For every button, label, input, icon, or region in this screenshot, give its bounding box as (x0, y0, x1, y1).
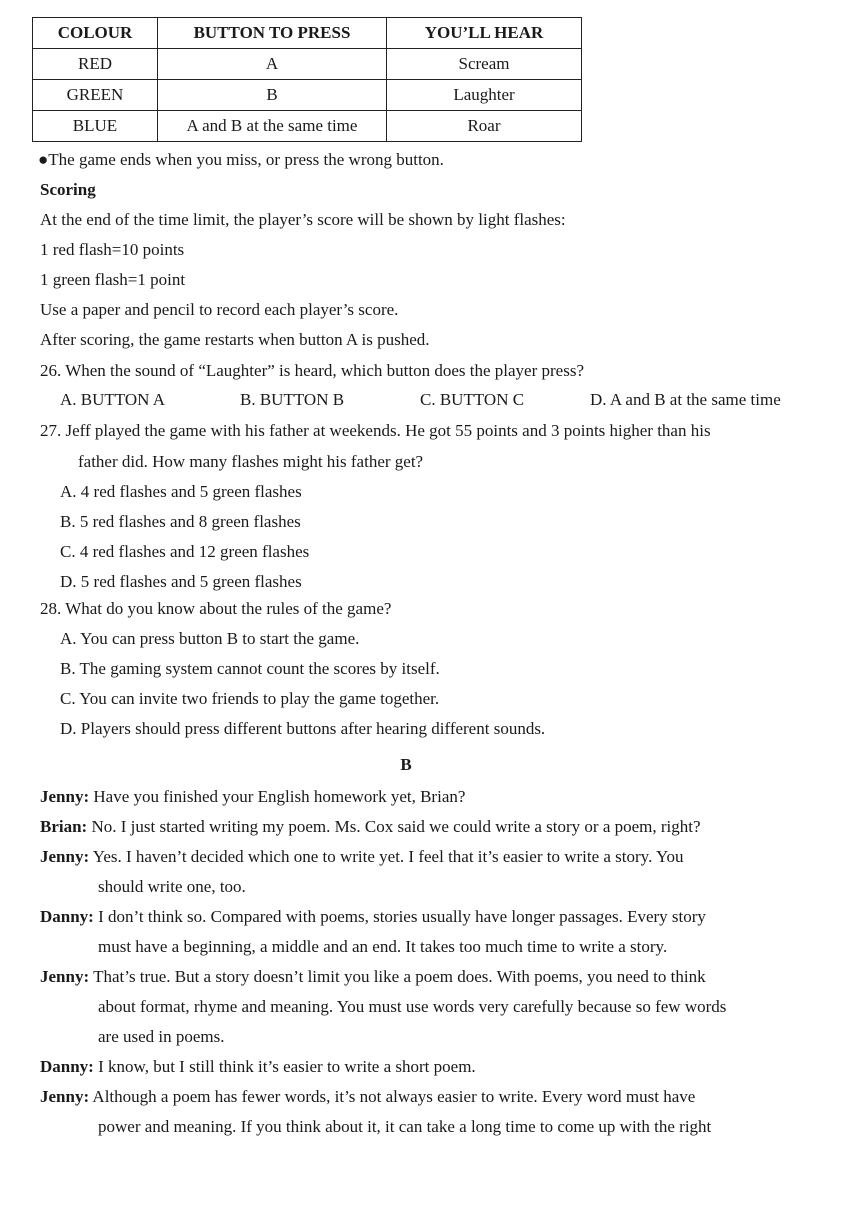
dialogue-line (40, 786, 465, 808)
scoring-intro: At the end of the time limit, the player’s score will be shown by light flashes: (40, 210, 566, 229)
table-cell: A (158, 49, 387, 80)
dialogue-line (40, 816, 701, 838)
dialogue-line (40, 846, 684, 868)
option-c[interactable]: C. 4 red flashes and 12 green flashes (60, 542, 310, 561)
section-heading: B (400, 755, 412, 774)
table-cell: Laughter (387, 80, 582, 111)
speaker-name: Jenny: (40, 1087, 90, 1106)
restart-text: After scoring, the game restarts when button A is pushed. (40, 330, 430, 349)
dialogue-text: Yes. I haven’t decided which one to write yet. I feel that it’s easier to write a story. You (89, 847, 684, 866)
table-cell: RED (33, 49, 158, 80)
dialogue-text: Although a poem has fewer words, it’s not always easier to write. Every word must have (89, 1087, 696, 1106)
speaker-name: Danny: (40, 1057, 94, 1076)
table-header-cell: COLOUR (33, 18, 158, 49)
table-cell: Roar (387, 111, 582, 142)
option-c[interactable]: C. You can invite two friends to play the game together. (60, 689, 440, 708)
table-cell: BLUE (33, 111, 158, 142)
table-cell: A and B at the same time (158, 111, 387, 142)
table-row (33, 49, 582, 80)
dialogue-text: No. I just started writing my poem. Ms. Cox said we could write a story or a poem, right? (87, 817, 701, 836)
table-cell: Scream (387, 49, 582, 80)
option-d[interactable]: D. A and B at the same time (590, 390, 781, 409)
speaker-name: Jenny: (40, 967, 90, 986)
option-d[interactable]: D. 5 red flashes and 5 green flashes (60, 572, 302, 591)
dialogue-line (40, 966, 706, 988)
dialogue-continuation: must have a beginning, a middle and an end. It takes too much time to write a story. (98, 937, 668, 956)
dialogue-continuation: should write one, too. (98, 877, 246, 896)
option-a[interactable]: A. You can press button B to start the game. (60, 629, 360, 648)
option-a[interactable]: A. BUTTON A (60, 390, 165, 409)
table-header-cell: YOU’LL HEAR (387, 18, 582, 49)
table-row (33, 80, 582, 111)
dialogue-line (40, 1086, 695, 1108)
dialogue-text: That’s true. But a story doesn’t limit you like a poem does. With poems, you need to think (89, 967, 706, 986)
table-cell: GREEN (33, 80, 158, 111)
question-28-stem: 28. What do you know about the rules of the game? (40, 599, 392, 618)
option-b[interactable]: B. 5 red flashes and 8 green flashes (60, 512, 301, 531)
green-flash-value: 1 green flash=1 point (40, 270, 186, 289)
scoring-heading: Scoring (40, 180, 96, 199)
dialogue-text: I know, but I still think it’s easier to write a short poem. (93, 1057, 476, 1076)
question-27-stem-line2: father did. How many flashes might his father get? (78, 452, 424, 471)
button-sound-table (32, 17, 582, 142)
table-cell: B (158, 80, 387, 111)
game-end-rule: ●The game ends when you miss, or press the wrong button. (38, 150, 444, 169)
option-d[interactable]: D. Players should press different buttons after hearing different sounds. (60, 719, 546, 738)
dialogue-continuation: about format, rhyme and meaning. You must use words very carefully because so few words (98, 997, 727, 1016)
speaker-name: Jenny: (40, 787, 90, 806)
speaker-name: Danny: (40, 907, 94, 926)
option-c[interactable]: C. BUTTON C (420, 390, 525, 409)
dialogue-continuation: power and meaning. If you think about it, it can take a long time to come up with the right (98, 1117, 712, 1136)
question-26-options (60, 390, 820, 412)
option-b[interactable]: B. BUTTON B (240, 390, 345, 409)
speaker-name: Brian: (40, 817, 88, 836)
question-27-stem-line1: 27. Jeff played the game with his father at weekends. He got 55 points and 3 points higher than his (40, 421, 711, 440)
dialogue-text: Have you finished your English homework yet, Brian? (89, 787, 466, 806)
question-26-stem: 26. When the sound of “Laughter” is heard, which button does the player press? (40, 361, 584, 380)
dialogue-line (40, 906, 706, 928)
table-header-cell: BUTTON TO PRESS (158, 18, 387, 49)
red-flash-value: 1 red flash=10 points (40, 240, 185, 259)
option-a[interactable]: A. 4 red flashes and 5 green flashes (60, 482, 302, 501)
dialogue-line (40, 1056, 476, 1078)
option-b[interactable]: B. The gaming system cannot count the scores by itself. (60, 659, 440, 678)
table-header-row (33, 18, 582, 49)
table-row (33, 111, 582, 142)
speaker-name: Jenny: (40, 847, 90, 866)
dialogue-continuation: are used in poems. (98, 1027, 225, 1046)
record-score-text: Use a paper and pencil to record each player’s score. (40, 300, 399, 319)
dialogue-text: I don’t think so. Compared with poems, stories usually have longer passages. Every story (93, 907, 706, 926)
